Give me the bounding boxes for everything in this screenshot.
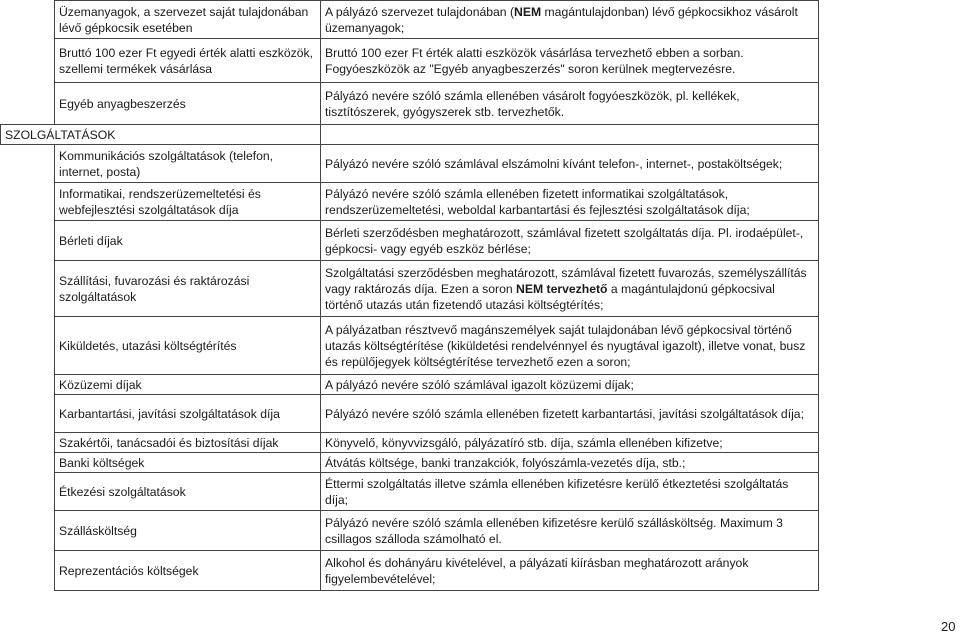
table-row [1,183,819,221]
category-label: Kiküldetés, utazási költségtérítés [55,317,321,375]
category-description: A pályázó nevére szóló számlával igazolt közüzemi díjak; [321,375,819,395]
category-description: Pályázó nevére szóló számla ellenében fizetett informatikai szolgáltatások, rendszerüzemeltetési, weboldal karbantartási és fejlesztési szolgáltatások díja; [321,183,819,221]
category-label: Informatikai, rendszerüzemeltetési és webfejlesztési szolgáltatások díja [55,183,321,221]
category-description: Bruttó 100 ezer Ft érték alatti eszközök vásárlása tervezhető ebben a sorban. Fogyóeszközök az "Egyéb anyagbeszerzés" soron kerülnek megtervezésre. [321,39,819,83]
category-label: Szállítási, fuvarozási és raktározási szolgáltatások [55,261,321,317]
table-row [1,317,819,375]
page-number: 20 [941,619,956,634]
table-row [1,83,819,125]
category-description: A pályázatban résztvevő magánszemélyek saját tulajdonában lévő gépkocsival történő utazás költségtérítése (kiküldetési rendelvénnyel és nyugtával igazolt), illetve vonat, busz és repülőjegyek költségtérítése tervezhető ezen a soron; [321,317,819,375]
category-description: Pályázó nevére szóló számla ellenében kifizetésre kerülő szállásköltség. Maximum 3 csillagos szálloda számolható el. [321,511,819,551]
category-description: Pályázó nevére szóló számla ellenében vásárolt fogyóeszközök, pl. kellékek, tisztítószerek, gyógyszerek stb. tervezhetők. [321,83,819,125]
category-description: Éttermi szolgáltatás illetve számla ellenében kifizetésre kerülő étkeztetési szolgáltatás díja; [321,473,819,511]
category-label: Egyéb anyagbeszerzés [55,83,321,125]
category-description: Átvátás költsége, banki tranzakciók, folyószámla-vezetés díja, stb.; [321,453,819,473]
table-row [1,1,819,39]
category-description: A pályázó szervezet tulajdonában (NEM magántulajdonban) lévő gépkocsikhoz vásárolt üzemanyagok; [321,1,819,39]
table-row [1,453,819,473]
section-header-row [1,125,819,145]
category-label: Reprezentációs költségek [55,551,321,591]
category-description: Alkohol és dohányáru kivételével, a pályázati kiírásban meghatározott arányok figyelembevételével; [321,551,819,591]
category-description: Bérleti szerződésben meghatározott, számlával fizetett szolgáltatás díja. Pl. irodaépület-, gépkocsi- vagy egyéb eszköz bérlése; [321,221,819,261]
table-row [1,145,819,183]
table-row [1,473,819,511]
table-row [1,39,819,83]
table-row [1,433,819,453]
table-row [1,395,819,433]
category-label: Bruttó 100 ezer Ft egyedi érték alatti eszközök, szellemi termékek vásárlása [55,39,321,83]
table-row [1,511,819,551]
category-description: Pályázó nevére szóló számla ellenében fizetett karbantartási, javítási szolgáltatások díja; [321,395,819,433]
table-row [1,551,819,591]
category-label: Közüzemi díjak [55,375,321,395]
table-row [1,221,819,261]
category-description: Pályázó nevére szóló számlával elszámolni kívánt telefon-, internet-, postaköltségek; [321,145,819,183]
category-description: Szolgáltatási szerződésben meghatározott, számlával fizetett fuvarozás, személyszállítás vagy raktározás díja. Ezen a soron NEM tervezhető a magántulajdonú gépkocsival történő utazás után fizetendő utazási költségtérítés; [321,261,819,317]
category-label: Bérleti díjak [55,221,321,261]
category-label: Étkezési szolgáltatások [55,473,321,511]
category-label: Üzemanyagok, a szervezet saját tulajdonában lévő gépkocsik esetében [55,1,321,39]
category-label: Banki költségek [55,453,321,473]
category-label: Karbantartási, javítási szolgáltatások díja [55,395,321,433]
section-title: SZOLGÁLTATÁSOK [1,125,321,145]
table-row [1,375,819,395]
category-description: Könyvelő, könyvvizsgáló, pályázatíró stb. díja, számla ellenében kifizetve; [321,433,819,453]
category-label: Kommunikációs szolgáltatások (telefon, internet, posta) [55,145,321,183]
table-row [1,261,819,317]
category-label: Szakértői, tanácsadói és biztosítási díjak [55,433,321,453]
category-label: Szállásköltség [55,511,321,551]
